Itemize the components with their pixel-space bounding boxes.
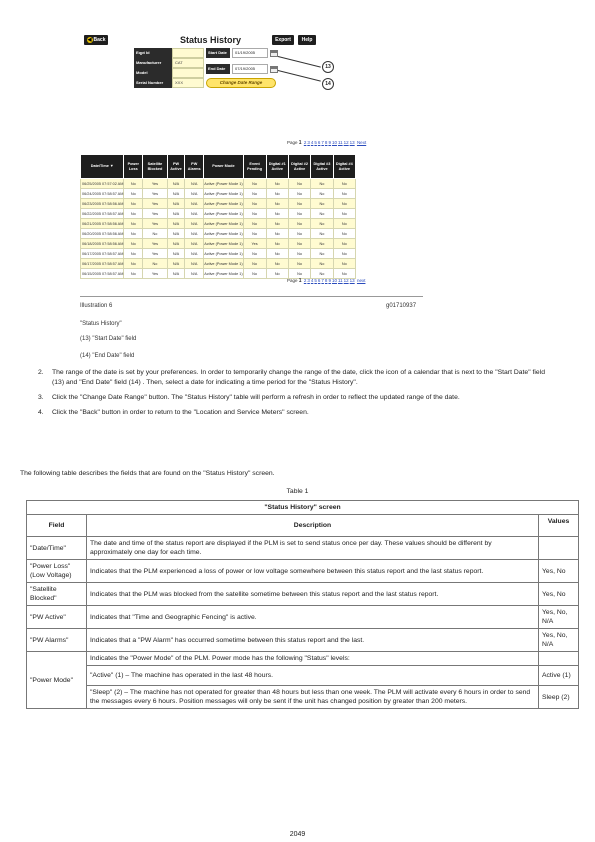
table-row [81,249,356,259]
table-row [81,179,356,189]
pager-page-link[interactable]: 13 [349,278,355,283]
table-cell: N/A [167,259,184,269]
pager-page-link[interactable]: 2 [303,278,307,283]
table-row [27,652,579,666]
serial-number-label: Serial Number [134,78,172,88]
table-cell: No [124,189,143,199]
eqpt-id-field [172,48,204,58]
page-number: 2049 [289,831,306,838]
table-cell: No [243,269,266,279]
pager-page-link[interactable]: 2 [303,140,307,145]
status-history-table [80,154,356,279]
table-cell: N/A [167,229,184,239]
table-cell: No [288,229,310,239]
model-label: Model [134,68,172,78]
table-cell: N/A [167,269,184,279]
field-cell: "PW Active" [27,606,87,629]
pager-next-link[interactable]: next [356,278,366,283]
pager-bottom [287,278,366,284]
toolbar [84,34,356,47]
table-cell: No [333,249,355,259]
table-cell: No [311,199,333,209]
table-cell: Yes [143,219,168,229]
table-cell: No [311,179,333,189]
pager-page-link[interactable]: 4 [310,278,314,283]
step-2 [38,368,558,388]
table-cell: N/A [185,239,204,249]
field-cell: "Power Mode" [27,652,87,709]
fields-table-body [27,537,579,652]
table-row [81,269,356,279]
table-cell: No [333,179,355,189]
pager-page-link[interactable]: 12 [343,278,349,283]
table-cell: No [333,239,355,249]
table-cell: 06/24/2005 07:58:57 AM [81,189,124,199]
table-cell: 06/21/2005 07:58:56 AM [81,219,124,229]
table-cell: No [266,209,288,219]
step-number: 2. [38,369,44,376]
table-cell: Active (Power Mode 1) [204,219,243,229]
change-date-range-button[interactable]: Change Date Range [206,78,276,88]
column-header[interactable]: Date/Time ▼ [81,155,124,179]
table-cell: No [124,229,143,239]
table-title: "Status History" screen [27,501,579,515]
table-cell: No [333,269,355,279]
pager-page-link[interactable]: 6 [317,140,321,145]
table-cell: N/A [185,219,204,229]
table-cell: No [243,219,266,229]
column-header: Digital #3 Active [311,155,333,179]
help-button[interactable]: Help [298,35,316,45]
pager-page-link[interactable]: 7 [321,140,324,145]
table-cell: N/A [167,219,184,229]
table-cell: No [124,219,143,229]
table-cell: N/A [185,259,204,269]
values-header: Values [539,515,579,537]
field-cell: "Power Loss" (Low Voltage) [27,560,87,583]
table-cell: Yes [143,249,168,259]
table-cell: No [266,229,288,239]
back-button[interactable]: ◀ Back [84,35,108,45]
pager-page-link[interactable]: 4 [310,140,314,145]
table-cell: No [266,179,288,189]
field-header: Field [27,515,87,537]
model-field [172,68,204,78]
table-cell: No [288,189,310,199]
field-cell: "PW Alarms" [27,629,87,652]
table-cell: N/A [167,199,184,209]
values-cell: Active (1) [539,666,579,686]
table-cell: No [124,249,143,259]
table-cell: No [333,209,355,219]
table-intro: The following table describes the fields that are found on the "Status History" screen. [20,470,275,477]
step-text: Click the "Change Date Range" button. The "Status History" table will perform a refresh in order to reflect the updated range of the date. [52,394,460,401]
table-row [81,229,356,239]
table-cell: N/A [167,179,184,189]
pager-page-link[interactable]: 9 [328,278,331,283]
table-cell: No [243,259,266,269]
values-cell: Yes, No, N/A [539,629,579,652]
table-cell: Active (Power Mode 1) [204,249,243,259]
field-cell: "Date/Time" [27,537,87,560]
table-row [81,199,356,209]
table-cell: No [124,269,143,279]
pager-page-link[interactable]: 12 [343,140,349,145]
table-cell: Active (Power Mode 1) [204,239,243,249]
table-cell: No [266,269,288,279]
callout-14: 14 [322,78,334,90]
table-row [27,560,579,583]
table-cell: No [333,189,355,199]
column-header: Digital #4 Active [333,155,355,179]
pager-current: 1 [298,278,302,284]
table-cell: Active (Power Mode 1) [204,209,243,219]
manufacturer-label: Manufacturer [134,58,172,68]
pager-top [287,140,367,146]
table-cell: 06/17/2005 07:58:57 AM [81,259,124,269]
table-row [81,239,356,249]
procedure-steps [38,368,558,423]
back-arrow-icon: ◀ [87,36,92,43]
table-row [27,666,579,686]
pager-page-link[interactable]: 10 [331,140,337,145]
table-cell: N/A [185,189,204,199]
table-cell: No [143,229,168,239]
status-history-screenshot [80,34,367,287]
table-cell: N/A [167,239,184,249]
table-title-row [27,501,579,515]
table-row [27,629,579,652]
column-header: PW Active [167,155,184,179]
step-number: 3. [38,394,44,401]
eqpt-id-label: Eqpt Id [134,48,172,58]
table-cell: No [288,269,310,279]
table-cell: No [266,199,288,209]
table-cell: No [288,209,310,219]
step-4 [38,408,558,418]
table-cell: N/A [167,249,184,259]
callout-13: 13 [322,61,334,73]
table-cell: 06/23/2005 07:58:56 AM [81,199,124,209]
table-row [27,686,579,709]
pager-label: Page [287,140,298,145]
column-header: Digital #1 Active [266,155,288,179]
table-row [27,583,579,606]
table-cell: No [288,239,310,249]
serial-number-field: XXX [172,78,204,88]
start-date-field[interactable]: 01/19/2005 [232,48,268,58]
table-row [27,606,579,629]
step-3 [38,393,558,403]
step-number: 4. [38,409,44,416]
table-row [27,537,579,560]
table-cell: No [288,249,310,259]
table-cell: No [243,189,266,199]
column-header: Power Mode [204,155,243,179]
table-cell: No [311,269,333,279]
pager-page-link[interactable]: 10 [331,278,337,283]
table-cell: No [243,179,266,189]
values-cell: Yes, No, N/A [539,606,579,629]
end-date-label: End Date [206,64,230,74]
values-cell: Yes, No [539,583,579,606]
table-cell: 06/25/2005 07:57:02 AM [81,179,124,189]
table-row [81,189,356,199]
pager-page-link[interactable]: 13 [349,140,355,145]
legend-item-13: (13) "Start Date" field [80,336,137,342]
table-cell: No [311,259,333,269]
screen-title: Status History [180,35,242,45]
table-cell: No [333,219,355,229]
pager-page-link[interactable]: 3 [307,140,310,145]
pager-page-link[interactable]: 8 [324,278,328,283]
table-cell: Active (Power Mode 1) [204,269,243,279]
end-date-field[interactable]: 07/19/2005 [232,64,268,74]
table-cell: N/A [185,269,204,279]
column-header: PW Alarms [185,155,204,179]
table-cell: 06/17/2005 07:58:57 AM [81,249,124,259]
table-cell: No [243,199,266,209]
table-cell: No [266,239,288,249]
table-cell: Yes [243,239,266,249]
table-cell: Active (Power Mode 1) [204,259,243,269]
table-cell: 06/20/2005 07:58:56 AM [81,229,124,239]
illustration-code: g01710937 [386,303,417,309]
table-cell: No [333,199,355,209]
table-cell: 06/22/2005 07:58:57 AM [81,209,124,219]
table-row [81,219,356,229]
table-cell: 06/15/2005 07:58:57 AM [81,269,124,279]
table-cell: No [288,179,310,189]
start-date-label: Start Date [206,48,230,58]
table-cell: Yes [143,199,168,209]
manufacturer-field: CAT [172,58,204,68]
table-cell: No [243,249,266,259]
table-cell: Yes [143,189,168,199]
table-cell: No [288,219,310,229]
table-header-row [27,515,579,537]
table-cell: Yes [143,179,168,189]
description-cell: "Sleep" (2) – The machine has not operated for greater than 48 hours but less than one week. The PLM will activate every 6 hours in order to send the messages every 6 hours. Position messages will only be sent if the unit has changed position by greater than 200 meters. [87,686,539,709]
table-cell: No [124,199,143,209]
description-cell: Indicates that the PLM experienced a loss of power or low voltage somewhere between this status report and the last status report. [87,560,539,583]
description-cell: The date and time of the status report are displayed if the PLM is set to send status once per day. These values should be different by approximately one day for each time. [87,537,539,560]
pager-page-link[interactable]: 5 [314,140,317,145]
column-header: Satellite Blocked [143,155,168,179]
table-cell: N/A [185,199,204,209]
table-row [81,259,356,269]
pager-page-link[interactable]: 8 [324,140,328,145]
end-date-calendar-icon[interactable] [270,66,278,73]
table-cell: No [143,259,168,269]
pager-page-link[interactable]: 5 [314,278,317,283]
table-cell: Active (Power Mode 1) [204,229,243,239]
values-cell: Yes, No [539,560,579,583]
field-cell: "Satellite Blocked" [27,583,87,606]
illustration-label: Illustration 6 [80,303,113,309]
start-date-calendar-icon[interactable] [270,50,278,57]
pager-page-link[interactable]: 11 [337,278,343,283]
table-cell: Active (Power Mode 1) [204,199,243,209]
table-cell: No [288,199,310,209]
pager-page-link[interactable]: 6 [317,278,321,283]
pager-page-link[interactable]: 3 [307,278,310,283]
caption-divider [80,296,423,297]
pager-current: 1 [298,140,302,146]
table-cell: No [311,209,333,219]
table-cell: N/A [167,189,184,199]
table-cell: No [288,259,310,269]
illustration-name: "Status History" [80,321,122,327]
description-header: Description [87,515,539,537]
step-text: The range of the date is set by your preferences. In order to temporarily change the range of the date, click the icon of a calendar that is next to the "Start Date" field (13) and "End Date" field (14) . Then, select a date for indicating a time period for the "Status History". [52,369,545,386]
pager-links [304,278,356,283]
table-cell: No [333,259,355,269]
pager-page-link[interactable]: 11 [337,140,343,145]
table-cell: No [124,239,143,249]
table-cell: No [333,229,355,239]
values-cell [539,652,579,666]
values-cell: Sleep (2) [539,686,579,709]
table-cell: No [243,229,266,239]
pager-next-link[interactable]: Next [356,140,367,145]
step-text: Click the "Back" button in order to return to the "Location and Service Meters" screen. [52,409,309,416]
fields-table [26,500,579,709]
description-cell: Indicates that a "PW Alarm" has occurred sometime between this status report and the last. [87,629,539,652]
table-cell: Active (Power Mode 1) [204,189,243,199]
table-cell: No [266,189,288,199]
table-cell: No [266,219,288,229]
table-cell: No [124,179,143,189]
column-header: Power Loss [124,155,143,179]
table-cell: Active (Power Mode 1) [204,179,243,189]
table-cell: No [311,189,333,199]
column-header: Digital #2 Active [288,155,310,179]
pager-page-link[interactable]: 9 [328,140,331,145]
table-cell: No [243,209,266,219]
description-cell: Indicates that "Time and Geographic Fencing" is active. [87,606,539,629]
callout-14-leader [278,70,321,82]
table-cell: No [311,219,333,229]
table-cell: Yes [143,239,168,249]
table-caption: Table 1 [286,488,309,495]
legend-item-14: (14) "End Date" field [80,353,135,359]
column-header: Event Pending [243,155,266,179]
description-cell: Indicates the "Power Mode" of the PLM. Power mode has the following "Status" levels: [87,652,539,666]
table-cell: No [266,249,288,259]
table-cell: No [266,259,288,269]
callout-13-leader [278,56,321,68]
table-row [81,209,356,219]
pager-label: Page [287,278,298,283]
table-cell: N/A [185,229,204,239]
description-cell: Indicates that the PLM was blocked from the satellite sometime between this status report and the last status report. [87,583,539,606]
export-button[interactable]: Export [272,35,294,45]
table-cell: N/A [185,209,204,219]
table-cell: 06/18/2005 07:58:56 AM [81,239,124,249]
table-cell: Yes [143,209,168,219]
table-cell: N/A [185,249,204,259]
table-cell: No [311,249,333,259]
table-body [81,179,356,279]
pager-page-link[interactable]: 7 [321,278,324,283]
table-cell: No [124,209,143,219]
table-cell: No [124,259,143,269]
table-cell: No [311,229,333,239]
table-header-row [81,155,356,179]
pager-links [304,140,356,145]
table-cell: N/A [185,179,204,189]
table-cell: N/A [167,209,184,219]
description-cell: "Active" (1) – The machine has operated in the last 48 hours. [87,666,539,686]
table-cell: Yes [143,269,168,279]
values-cell [539,537,579,560]
table-cell: No [311,239,333,249]
